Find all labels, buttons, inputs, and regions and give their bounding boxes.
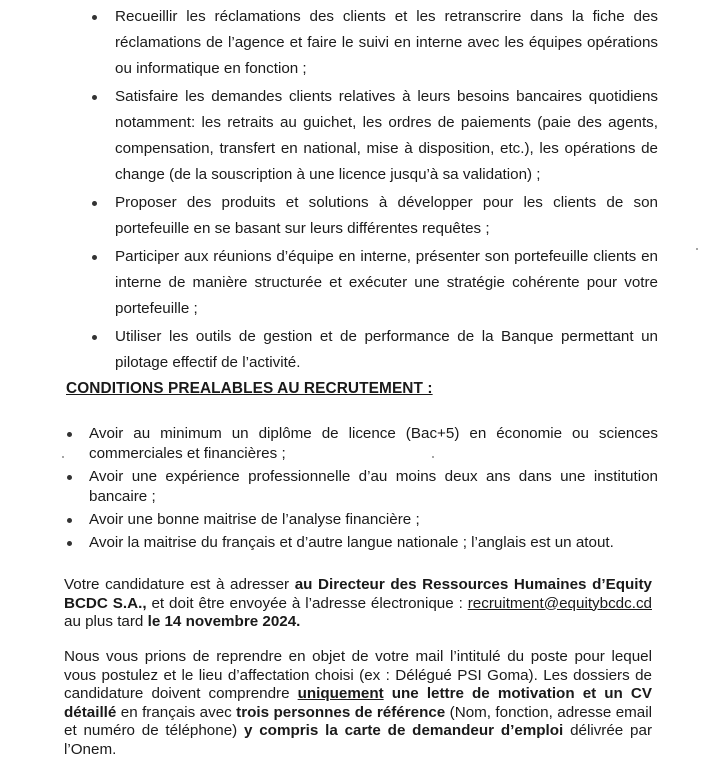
conditions-list	[64, 424, 658, 556]
instructions-paragraph	[64, 648, 652, 759]
job-seeker-card-text: y compris la carte de demandeur d’emploi	[244, 722, 564, 739]
email-link[interactable]: recruitment@equitybcdc.cd	[467, 594, 652, 612]
instructions-text: (Nom, fonction, adresse email et numéro de téléphone)	[64, 703, 652, 739]
recipient-text: au Directeur des Ressources Humaines d’Equity BCDC S.A.,	[64, 576, 652, 612]
condition-item: Avoir au minimum un diplôme de licence (Bac+5) en économie ou sciences commerciales et financières ;	[64, 424, 658, 464]
condition-item: Avoir une bonne maitrise de l’analyse financière ;	[64, 510, 658, 530]
application-paragraph	[64, 576, 652, 632]
condition-item: Avoir une expérience professionnelle d’au moins deux ans dans une institution bancaire ;	[64, 467, 658, 507]
duty-item: Utiliser les outils de gestion et de performance de la Banque permettant un pilotage effectif de l’activité.	[88, 324, 658, 376]
scan-speck	[696, 248, 698, 250]
application-text: Votre candidature est à adresser	[64, 576, 295, 593]
instructions-text: en français avec	[116, 703, 237, 721]
deadline-text: le 14 novembre 2024.	[147, 613, 301, 630]
duties-list	[88, 4, 658, 378]
duty-item: Proposer des produits et solutions à développer pour les clients de son portefeuille en se basant sur leurs différentes requêtes ;	[88, 190, 658, 242]
scan-speck	[62, 456, 64, 458]
instructions-text: Nous vous prions de reprendre en objet de votre mail l’intitulé du poste pour lequel vous postulez et le lieu d’affectation choisi (ex : Délégué PSI Goma). Les dossiers de candidature doivent comprendre	[64, 648, 652, 702]
application-text: et doit être envoyée à l’adresse électronique :	[146, 594, 468, 612]
condition-item: Avoir la maitrise du français et d’autre langue nationale ; l’anglais est un atout.	[64, 533, 658, 553]
emphasis-uniquement: uniquement	[297, 685, 384, 702]
references-text: trois personnes de référence	[236, 703, 446, 721]
duty-item: Participer aux réunions d’équipe en interne, présenter son portefeuille clients en interne de manière structurée et exécuter une stratégie cohérente pour votre portefeuille ;	[88, 244, 658, 322]
duty-item: Satisfaire les demandes clients relatives à leurs besoins bancaires quotidiens notamment: les retraits au guichet, les ordres de paiements (paie des agents, compensation, transfert en national, mise à disposition, etc.), les opérations de change (de la souscription à une licence jusqu’à sa validation) ;	[88, 84, 658, 188]
duty-item: Recueillir les réclamations des clients et les retranscrire dans la fiche des réclamations de l’agence et faire le suivi en interne avec les équipes opérations ou informatique en fonction ;	[88, 4, 658, 82]
application-text: au plus tard	[64, 613, 148, 630]
instructions-text: délivrée par l’Onem.	[64, 722, 652, 758]
scan-speck	[432, 456, 434, 458]
conditions-heading: CONDITIONS PREALABLES AU RECRUTEMENT :	[66, 380, 433, 397]
required-documents-text: une lettre de motivation et un CV détaillé	[64, 685, 652, 721]
